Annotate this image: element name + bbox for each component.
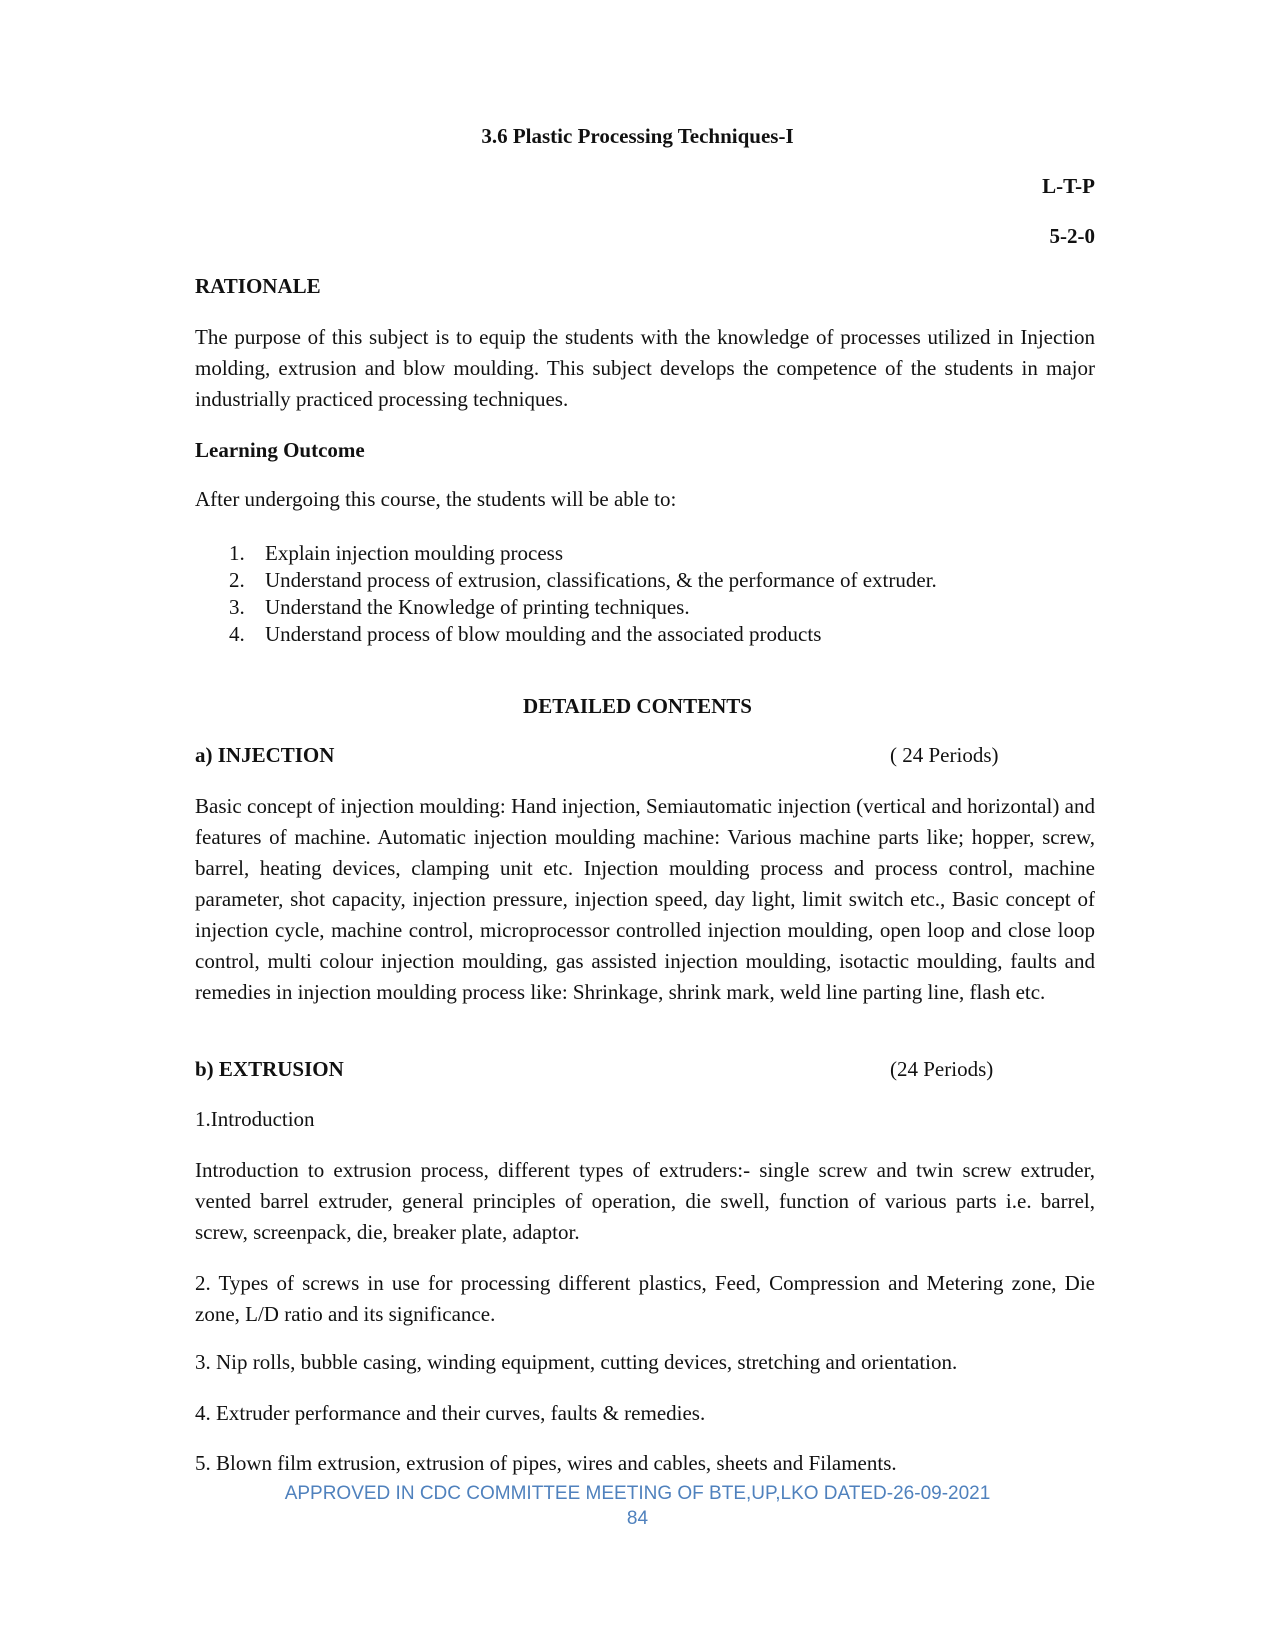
injection-periods: ( 24 Periods) xyxy=(890,743,999,767)
list-item-text: Understand process of blow moulding and the associated products xyxy=(265,622,822,646)
list-item xyxy=(195,594,937,621)
extrusion-point-4: 4. Extruder performance and their curves, faults & remedies. xyxy=(195,1401,706,1425)
injection-text: Basic concept of injection moulding: Hand injection, Semiautomatic injection (vertical and horizontal) and features of machine. Automatic injection moulding machine: Various machine parts like; hopper, screw, barrel, heating devices, clamping unit etc. Injection moulding process and process control, machine parameter, shot capacity, injection pressure, injection speed, day light, limit switch etc., Basic concept of injection cycle, machine control, microprocessor controlled injection moulding, open loop and close loop control, multi colour injection moulding, gas assisted injection moulding, isotactic moulding, faults and remedies in injection moulding process like: Shrinkage, shrink mark, weld line parting line, flash etc. xyxy=(195,794,1095,1004)
ltp-label: L-T-P xyxy=(1042,174,1095,198)
extrusion-point-3: 3. Nip rolls, bubble casing, winding equipment, cutting devices, stretching and orientation. xyxy=(195,1350,958,1374)
list-item-text: Explain injection moulding process xyxy=(265,541,564,565)
list-item xyxy=(195,567,937,594)
extrusion-point-5: 5. Blown film extrusion, extrusion of pipes, wires and cables, sheets and Filaments. xyxy=(195,1451,897,1475)
list-item-number: 2. xyxy=(229,568,245,592)
list-item xyxy=(195,621,937,648)
list-item-number: 3. xyxy=(229,595,245,619)
rationale-heading: RATIONALE xyxy=(195,274,321,298)
list-item-text: Understand the Knowledge of printing techniques. xyxy=(265,595,690,619)
approval-footer: APPROVED IN CDC COMMITTEE MEETING OF BTE,UP,LKO DATED-26-09-2021 xyxy=(284,1483,991,1504)
list-item-number: 1. xyxy=(229,541,245,565)
extrusion-intro-text: Introduction to extrusion process, different types of extruders:- single screw and twin screw extruder, vented barrel extruder, general principles of operation, die swell, function of various parts i.e. barrel, screw, screenpack, die, breaker plate, adaptor. xyxy=(195,1158,1095,1244)
learning-outcome-intro: After undergoing this course, the students will be able to: xyxy=(195,487,677,511)
rationale-text: The purpose of this subject is to equip the students with the knowledge of processes utilized in Injection molding, extrusion and blow moulding. This subject develops the competence of the students in major industrially practiced processing techniques. xyxy=(195,325,1095,411)
learning-outcome-heading: Learning Outcome xyxy=(195,438,365,462)
extrusion-intro-label: 1.Introduction xyxy=(195,1107,315,1131)
injection-heading: a) INJECTION xyxy=(195,743,335,767)
page-title: 3.6 Plastic Processing Techniques-I xyxy=(481,124,794,148)
extrusion-point-2: 2. Types of screws in use for processing different plastics, Feed, Compression and Metering zone, Die zone, L/D ratio and its significance. xyxy=(195,1271,1095,1326)
list-item-text: Understand process of extrusion, classifications, & the performance of extruder. xyxy=(265,568,937,592)
page-number: 84 xyxy=(626,1508,649,1529)
detailed-contents-heading: DETAILED CONTENTS xyxy=(523,694,752,718)
learning-outcome-list xyxy=(195,540,937,648)
extrusion-periods: (24 Periods) xyxy=(890,1057,994,1081)
list-item xyxy=(195,540,937,567)
extrusion-heading: b) EXTRUSION xyxy=(195,1057,344,1081)
list-item-number: 4. xyxy=(229,622,245,646)
ltp-value: 5-2-0 xyxy=(1049,224,1095,248)
